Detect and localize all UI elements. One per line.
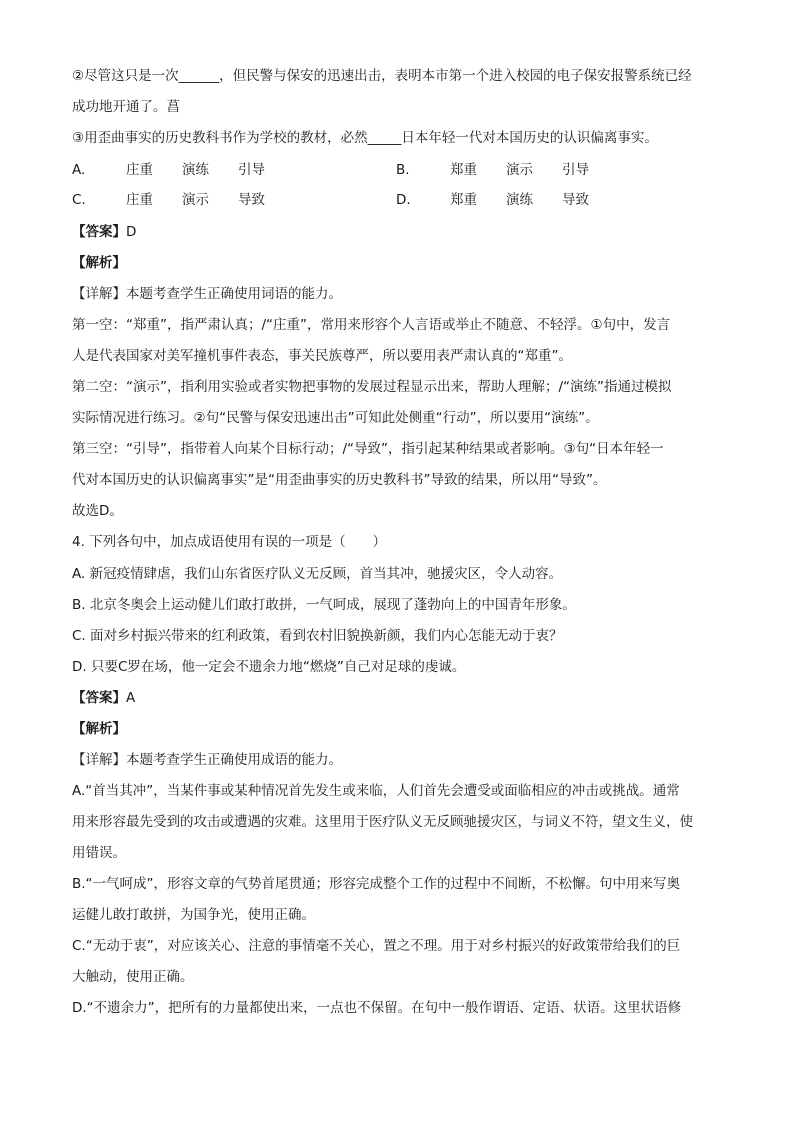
text-line: 人是代表国家对美军撞机事件表态，事关民族尊严，所以要用表严肃认真的“郑重”。 <box>72 348 572 364</box>
analysis-tag: 【解析】 <box>72 721 126 737</box>
option-c: C. 庄重 演示 导致 <box>72 192 265 208</box>
text-line: B.“一气呵成”，形容文章的气势首尾贯通；形容完成整个工作的过程中不间断，不松懈。句中用来写奥 <box>72 876 681 892</box>
text-line: 实际情况进行练习。②句“民警与保安迅速出击”可知此处侧重“行动”，所以要用“演练”。 <box>72 410 599 426</box>
text-line: 大触动，使用正确。 <box>72 969 194 985</box>
text-line: C.“无动于衷”，对应该关心、注意的事情毫不关心，置之不理。用于对乡村振兴的好政策带给我们的巨 <box>72 938 681 954</box>
question-option: B. 北京冬奥会上运动健儿们敢打敢拼，一气呵成，展现了蓬勃向上的中国青年形象。 <box>72 597 576 613</box>
text-line: 用错误。 <box>72 845 126 861</box>
text-line: D.“不遗余力”，把所有的力量都使出来，一点也不保留。在句中一般作谓语、定语、状语。这里状语修 <box>72 1000 682 1016</box>
text-line: 第二空：“演示”，指利用实验或者实物把事物的发展过程显示出来，帮助人理解；/“演练”指通过模拟 <box>72 379 672 395</box>
text-line: A.“首当其冲”，当某件事或某种情况首先发生或来临，人们首先会遭受或面临相应的冲击或挑战。通常 <box>72 783 680 799</box>
question-option: C. 面对乡村振兴带来的红利政策，看到农村旧貌换新颜，我们内心怎能无动于衷？ <box>72 628 563 644</box>
answer-line <box>72 688 732 708</box>
question-stem: 4. 下列各句中，加点成语使用有误的一项是（ ） <box>72 534 387 550</box>
answer-value: D <box>126 224 137 240</box>
analysis-tag: 【解析】 <box>72 255 126 271</box>
text-line: 用来形容最先受到的攻击或遭遇的灾难。这里用于医疗队义无反顾驰援灾区，与词义不符，望文生义，使 <box>72 814 693 830</box>
question-option: D. 只要C罗在场，他一定会不遗余力地“燃烧”自己对足球的虔诚。 <box>72 659 466 675</box>
text-line: 故选D。 <box>72 503 123 519</box>
answer-line <box>72 222 732 242</box>
question-option: A. 新冠疫情肆虐，我们山东省医疗队义无反顾，首当其冲，驰援灾区，令人动容。 <box>72 566 563 582</box>
option-a: A. 庄重 演练 引导 <box>72 162 265 178</box>
text-line: 第三空：“引导”，指带着人向某个目标行动；/“导致”，指引起某种结果或者影响。③句“日本年轻一 <box>72 441 664 457</box>
option-b: B. 郑重 演示 引导 <box>396 162 589 178</box>
option-d: D. 郑重 演练 导致 <box>396 192 589 208</box>
text-line: 成功地开通了。菖 <box>72 99 180 115</box>
text-line: 运健儿敢打敢拼，为国争光，使用正确。 <box>72 907 315 923</box>
text-line: ③用歪曲事实的历史教科书作为学校的教材，必然_____日本年轻一代对本国历史的认识偏离事实。 <box>72 130 658 146</box>
answer-value: A <box>126 690 136 706</box>
answer-tag: 【答案】 <box>72 690 126 706</box>
text-line: 第一空：“郑重”，指严肃认真；/“庄重”，常用来形容个人言语或举止不随意、不轻浮。①句中，发言 <box>72 317 671 333</box>
answer-tag: 【答案】 <box>72 224 126 240</box>
text-line: ②尽管这只是一次______，但民警与保安的迅速出击，表明本市第一个进入校园的电子保安报警系统已经 <box>72 68 692 84</box>
text-line: 代对本国历史的认识偏离事实”是“用歪曲事实的历史教科书”导致的结果，所以用“导致”。 <box>72 472 607 488</box>
text-line: 【详解】本题考查学生正确使用词语的能力。 <box>72 286 342 302</box>
text-line: 【详解】本题考查学生正确使用成语的能力。 <box>72 752 342 768</box>
